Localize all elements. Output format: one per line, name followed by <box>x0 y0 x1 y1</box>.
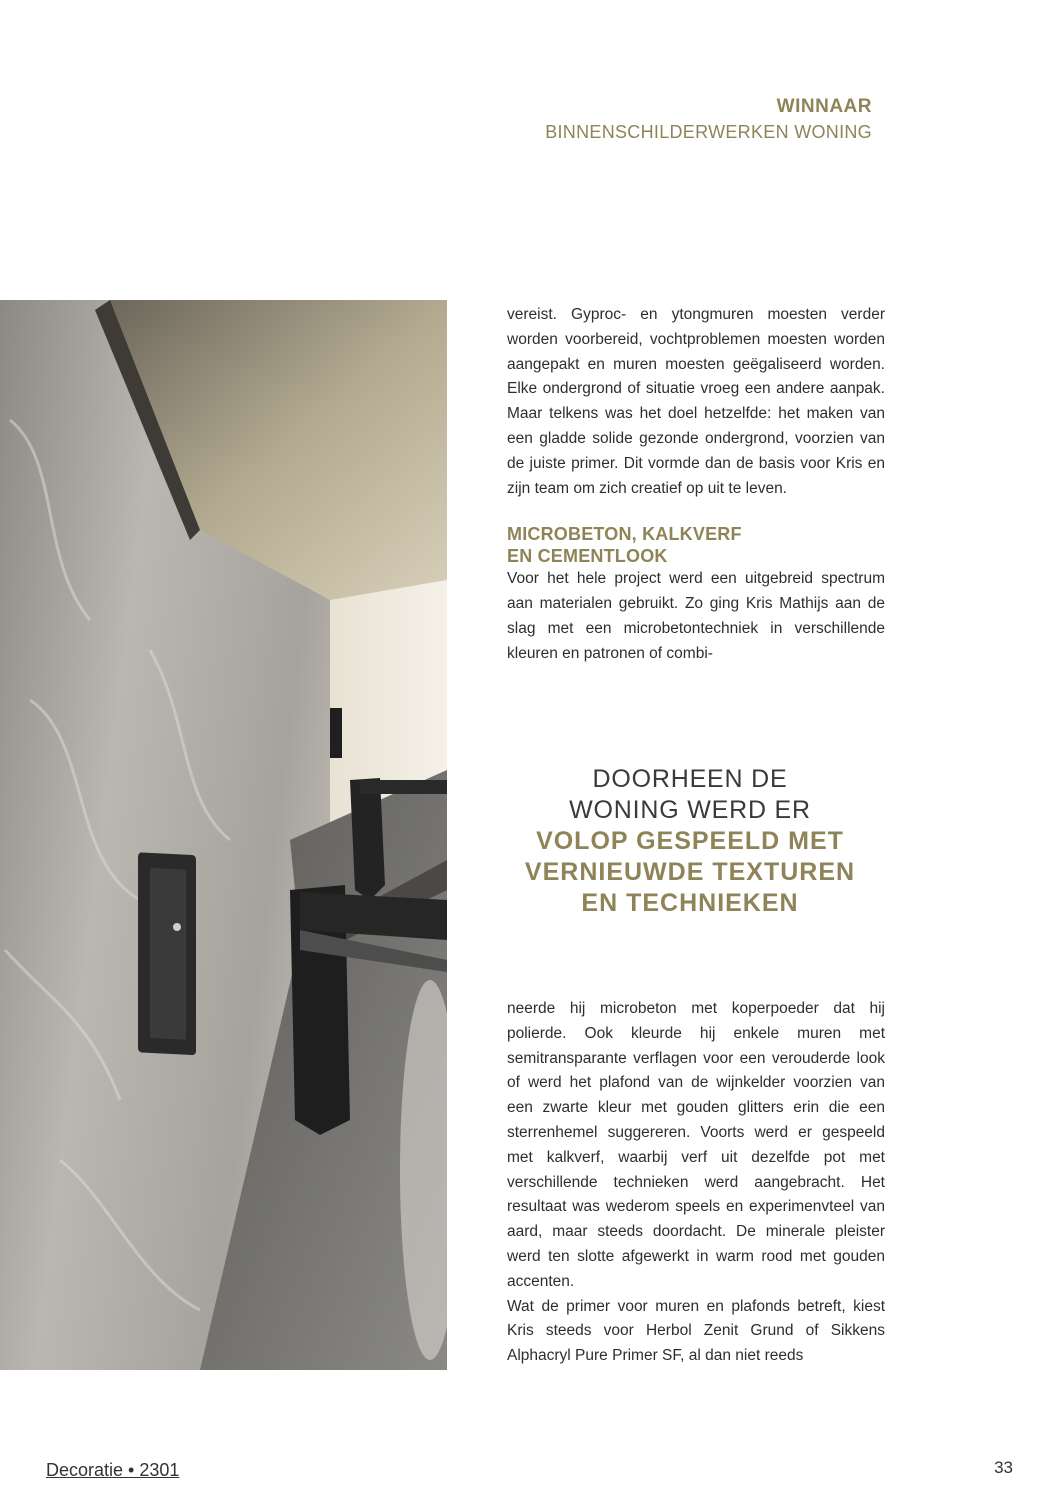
winner-label: WINNAAR <box>776 96 872 117</box>
magazine-issue-link[interactable]: Decoratie • 2301 <box>46 1460 180 1480</box>
subheading-line: EN CEMENTLOOK <box>507 546 668 567</box>
page-header <box>545 94 872 144</box>
quote-line-highlight: EN TECHNIEKEN <box>581 889 799 917</box>
quote-line: DOORHEEN DE <box>592 765 788 793</box>
quote-line: WONING WERD ER <box>569 796 811 824</box>
text-column-top <box>507 303 885 667</box>
text-column-bottom <box>507 997 885 1369</box>
body-paragraph: vereist. Gyproc- en ytongmuren moesten verder worden voorbereid, vochtproblemen moesten worden aangepakt en muren moesten geëgaliseerd worden. Elke ondergrond of situatie vroeg een andere aanpak. Maar telkens was het doel hetzelfde: het maken van een gladde solide gezonde ondergrond, voorzien van de juiste primer. Dit vormde dan de basis voor Kris en zijn team om zich creatief op uit te leven. <box>507 306 885 497</box>
category-label: BINNENSCHILDERWERKEN WONING <box>545 122 872 142</box>
body-paragraph: Voor het hele project werd een uitgebreid spectrum aan materialen gebruikt. Zo ging Kris Mathijs aan de slag met een microbetontechniek in verschillende kleuren en patronen of combi- <box>507 570 885 662</box>
quote-line-highlight: VOLOP GESPEELD MET <box>536 827 844 855</box>
bathroom-photo <box>0 300 447 1370</box>
body-paragraph: Wat de primer voor muren en plafonds betreft, kiest Kris steeds voor Herbol Zenit Grund of Sikkens Alphacryl Pure Primer SF, al dan niet reeds <box>507 1297 885 1365</box>
body-paragraph: neerde hij microbeton met koperpoeder dat hij polierde. Ook kleurde hij enkele muren met semitransparante verflagen voor een verouderde look of werd het plafond van de wijnkelder voorzien van een zwarte kleur met gouden glitters erin die een sterrenhemel suggereren. Voorts werd er gespeeld met kalkverf, waarbij verf uit dezelfde pot met verschillende technieken werd aangebracht. Het resultaat was wederom speels en experimenvteel van aard, maar steeds doordacht. De minerale pleister werd ten slotte afgewerkt in warm rood met gouden accenten. <box>507 1000 885 1290</box>
page-number: 33 <box>994 1458 1013 1477</box>
quote-line-highlight: VERNIEUWDE TEXTUREN <box>524 858 856 886</box>
pull-quote <box>480 764 900 919</box>
subheading-line: MICROBETON, KALKVERF <box>507 524 742 545</box>
section-subheading <box>507 523 885 567</box>
